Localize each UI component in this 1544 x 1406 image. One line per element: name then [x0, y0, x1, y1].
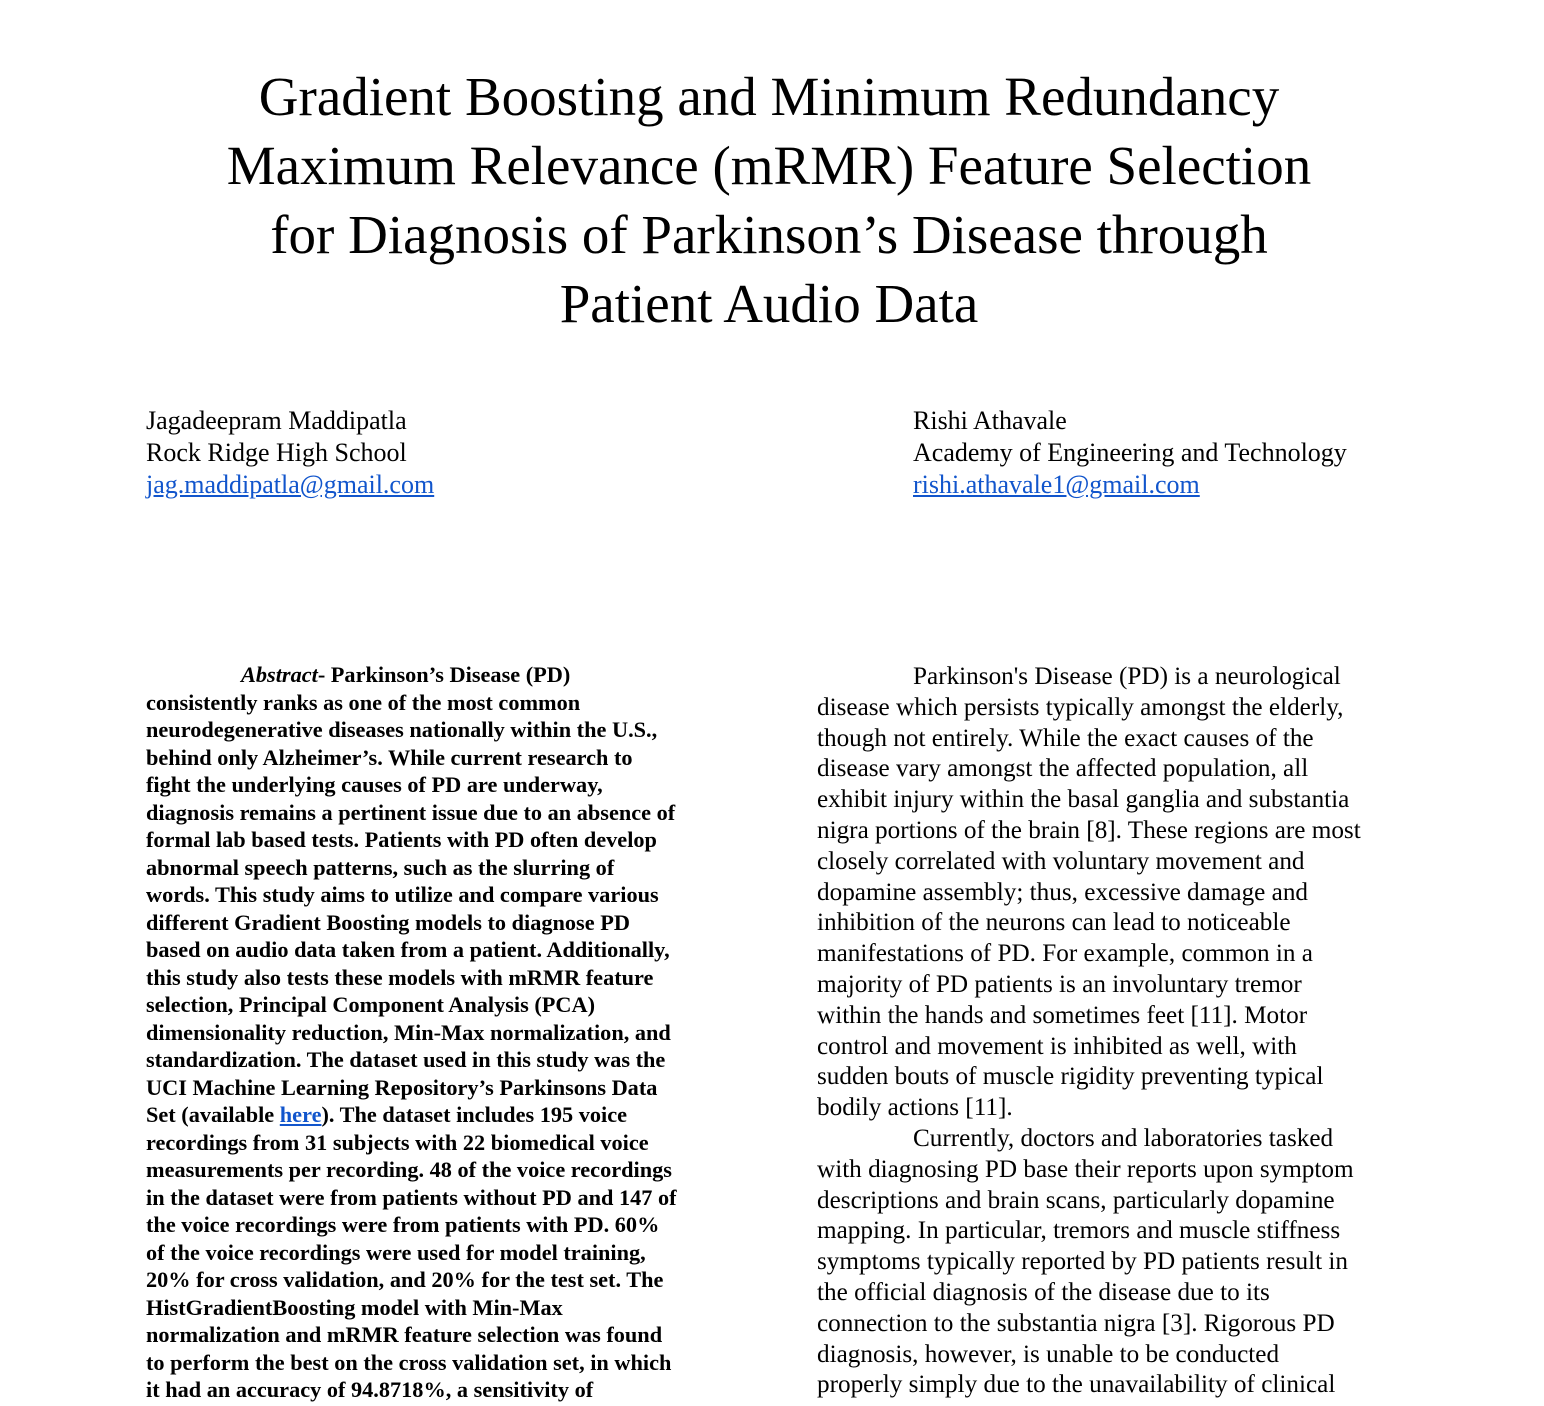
abstract-line: normalization and mRMR feature selection was found: [146, 1322, 663, 1347]
body-line: though not entirely. While the exact causes of the: [817, 724, 1314, 752]
body-line: Parkinson's Disease (PD) is a neurological: [913, 663, 1341, 690]
abstract-line: fight the underlying causes of PD are underway,: [146, 772, 603, 797]
abstract-line: consistently ranks as one of the most common: [146, 689, 581, 715]
abstract-line: in the dataset were from patients without PD and 147 of: [146, 1184, 677, 1210]
abstract-line: formal lab based tests. Patients with PD often develop: [146, 827, 657, 852]
author-block-1: [146, 405, 434, 501]
body-line: descriptions and brain scans, particularly dopamine: [817, 1186, 1335, 1214]
abstract-line: diagnosis remains a pertinent issue due to an absence of: [146, 799, 676, 825]
body-line: inhibition of the neurons can lead to noticeable: [817, 909, 1291, 937]
body-line: sudden bouts of muscle rigidity preventing typical: [817, 1063, 1324, 1091]
abstract-text: Set (available: [146, 1102, 280, 1127]
abstract-line: to perform the best on the cross validation set, in which: [146, 1349, 672, 1375]
abstract-first-line: [146, 661, 726, 689]
body-line: majority of PD patients is an involuntary tremor: [817, 970, 1302, 998]
author-affiliation: Academy of Engineering and Technology: [913, 438, 1347, 467]
abstract-line: 20% for cross validation, and 20% for the test set. The: [146, 1267, 664, 1292]
body-line: within the hands and sometimes feet [11]. Motor: [817, 1001, 1308, 1029]
abstract-line: the voice recordings were from patients with PD. 60%: [146, 1212, 660, 1237]
body-line: diagnosis, however, is unable to be conducted: [817, 1340, 1280, 1368]
abstract-line: recordings from 31 subjects with 22 biomedical voice: [146, 1129, 649, 1155]
body-line: mapping. In particular, tremors and muscle stiffness: [817, 1217, 1341, 1245]
body-line: symptoms typically reported by PD patients result in: [817, 1248, 1348, 1276]
abstract-line: standardization. The dataset used in this study was the: [146, 1047, 666, 1072]
body-line: bodily actions [11].: [817, 1094, 1013, 1122]
title-line: Patient Audio Data: [559, 273, 979, 334]
body-line: dopamine assembly; thus, excessive damage and: [817, 878, 1309, 906]
body-line: nigra portions of the brain [8]. These regions are most: [817, 816, 1361, 844]
dataset-link[interactable]: here: [279, 1102, 322, 1127]
abstract-line: abnormal speech patterns, such as the slurring of: [146, 854, 615, 880]
abstract-line: of the voice recordings were used for model training,: [146, 1239, 646, 1265]
abstract-line: words. This study aims to utilize and compare various: [146, 882, 659, 907]
abstract-line: dimensionality reduction, Min-Max normalization, and: [146, 1019, 671, 1045]
abstract-line: different Gradient Boosting models to diagnose PD: [146, 909, 630, 935]
title-line: for Diagnosis of Parkinson’s Disease through: [270, 204, 1268, 265]
body-line: control and movement is inhibited as well, with: [817, 1032, 1297, 1060]
author-block-2: [913, 405, 1347, 501]
abstract: [146, 661, 726, 1404]
abstract-line: behind only Alzheimer’s. While current research to: [146, 744, 633, 770]
body-line: disease which persists typically amongst the elderly,: [817, 693, 1344, 721]
body-line: manifestations of PD. For example, common in a: [817, 940, 1313, 968]
author-name: Rishi Athavale: [913, 406, 1067, 435]
body-line: the official diagnosis of the disease due to its: [817, 1278, 1270, 1306]
body-line: properly simply due to the unavailability of clinical: [817, 1371, 1336, 1399]
author-email-link[interactable]: jag.maddipatla@gmail.com: [146, 470, 435, 499]
abstract-line: based on audio data taken from a patient. Additionally,: [146, 937, 670, 962]
paper-title: [120, 62, 1418, 338]
abstract-line: measurements per recording. 48 of the voice recordings: [146, 1157, 672, 1182]
abstract-text: - Parkinson’s Disease (PD): [317, 662, 571, 687]
title-line: Gradient Boosting and Minimum Redundancy: [258, 66, 1280, 127]
author-email-link[interactable]: rishi.athavale1@gmail.com: [913, 470, 1200, 499]
body-line: Currently, doctors and laboratories tasked: [913, 1124, 1334, 1152]
abstract-line: selection, Principal Component Analysis (PCA): [146, 992, 596, 1017]
abstract-line: it had an accuracy of 94.8718%, a sensitivity of: [146, 1377, 594, 1402]
introduction-column: [817, 662, 1407, 1401]
body-line: exhibit injury within the basal ganglia and substantia: [817, 786, 1350, 814]
body-line: disease vary amongst the affected population, all: [817, 755, 1309, 783]
author-affiliation: Rock Ridge High School: [146, 438, 407, 467]
abstract-line: neurodegenerative diseases nationally within the U.S.,: [146, 717, 658, 742]
abstract-line: HistGradientBoosting model with Min-Max: [146, 1294, 563, 1320]
abstract-line: UCI Machine Learning Repository’s Parkinsons Data: [146, 1074, 658, 1100]
body-line: connection to the substantia nigra [3]. Rigorous PD: [817, 1309, 1335, 1337]
abstract-link-line: [146, 1101, 726, 1129]
body-line: closely correlated with voluntary movement and: [817, 847, 1305, 875]
title-line: Maximum Relevance (mRMR) Feature Selection: [226, 135, 1312, 196]
abstract-text: ). The dataset includes 195 voice: [321, 1102, 628, 1127]
abstract-label: Abstract: [241, 662, 318, 687]
author-name: Jagadeepram Maddipatla: [146, 406, 407, 435]
abstract-line: this study also tests these models with mRMR feature: [146, 964, 654, 990]
body-line: with diagnosing PD base their reports upon symptom: [817, 1155, 1354, 1183]
